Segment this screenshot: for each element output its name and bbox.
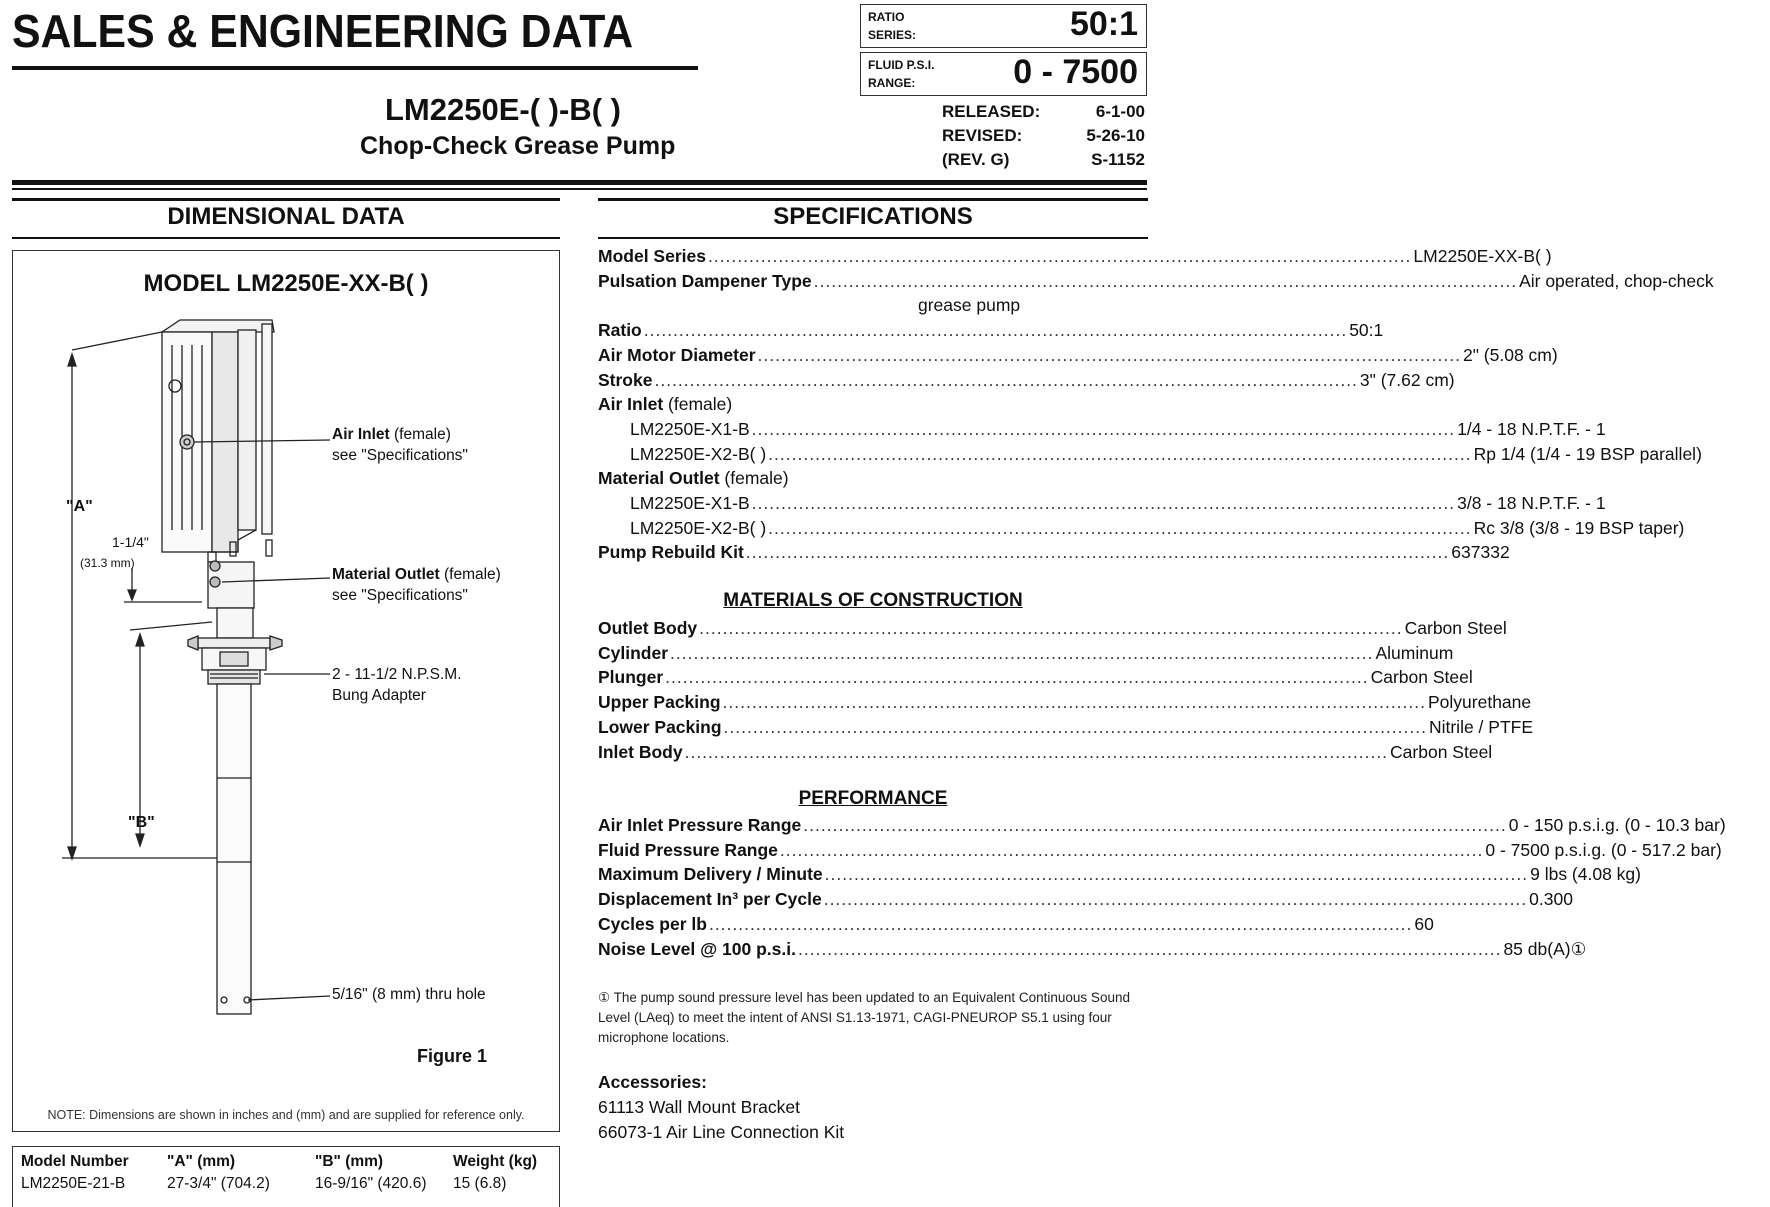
spec-value: Carbon Steel <box>1390 741 1493 762</box>
spec-row <box>598 690 1532 715</box>
leader-dots: ........................................................................................................................ <box>813 270 1518 291</box>
spec-row <box>598 616 1507 641</box>
specifications-heading: SPECIFICATIONS <box>773 203 973 230</box>
leader-dots: ........................................................................................................................ <box>665 667 1369 688</box>
thru-hole-callout: 5/16" (8 mm) thru hole <box>332 986 486 1003</box>
spec-label: LM2250E-X1-B <box>630 418 750 439</box>
leader-dots: ........................................................................................................................ <box>798 938 1502 959</box>
leader-dots: ........................................................................................................................ <box>723 716 1427 737</box>
dim-a-ext-top <box>72 332 162 350</box>
spec-value: grease pump <box>918 295 1021 316</box>
spec-row <box>598 516 1685 541</box>
dim-heading-rule-bottom <box>12 237 560 239</box>
spec-row <box>598 491 1606 516</box>
spec-row <box>598 912 1434 937</box>
accessories <box>598 1070 844 1145</box>
spec-value: 2" (5.08 cm) <box>1462 344 1558 365</box>
released-value: 6-1-00 <box>1095 102 1145 121</box>
fluid-psi-box <box>860 52 1147 96</box>
spec-label: Plunger <box>598 667 664 688</box>
dim-small-label: 1-1/4" <box>112 534 149 550</box>
dim-a-label: "A" <box>66 498 93 515</box>
spec-label: Fluid Pressure Range <box>598 839 778 860</box>
spec-label: Pump Rebuild Kit <box>598 542 744 563</box>
materials-list <box>598 616 1534 764</box>
spec-row <box>598 540 1510 565</box>
ratio-series-box <box>860 4 1147 48</box>
materials-heading: MATERIALS OF CONSTRUCTION <box>723 590 1023 611</box>
dim-heading-rule-top <box>12 198 560 201</box>
spec-label: Stroke <box>598 369 653 390</box>
spec-label: LM2250E-X1-B <box>630 493 750 514</box>
spec-value: 9 lbs (4.08 kg) <box>1530 864 1641 885</box>
dim-b-label: "B" <box>128 814 155 831</box>
table-cell: 16-9/16" (420.6) <box>315 1175 427 1192</box>
spec-label: Air Motor Diameter <box>598 344 756 365</box>
spec-heading-rule-top <box>598 198 1148 201</box>
spec-value: 3/8 - 18 N.P.T.F. - 1 <box>1457 493 1606 514</box>
spec-row <box>598 937 1587 962</box>
spec-label: Ratio <box>598 320 642 341</box>
spec-value: 60 <box>1414 913 1434 934</box>
spec-row <box>598 665 1473 690</box>
performance-list <box>598 813 1726 961</box>
leader-dots: ........................................................................................................................ <box>654 369 1358 390</box>
leader-dots: ........................................................................................................................ <box>824 864 1529 885</box>
leader-dots: ........................................................................................................................ <box>751 418 1456 439</box>
spec-label: Maximum Delivery / Minute <box>598 864 823 885</box>
pump-drawing <box>12 250 560 1110</box>
spec-row <box>598 740 1493 765</box>
revised-value: 5-26-10 <box>1086 126 1145 145</box>
spec-row <box>598 466 1148 491</box>
spec-value: 50:1 <box>1349 320 1384 341</box>
rev-value: S-1152 <box>1091 150 1145 169</box>
ratio-value: 50:1 <box>1069 5 1138 43</box>
spec-value: Carbon Steel <box>1370 667 1473 688</box>
spec-row <box>598 715 1534 740</box>
spec-row <box>598 813 1726 838</box>
released-label: RELEASED: <box>942 102 1041 121</box>
spec-value: Rc 3/8 (3/8 - 19 BSP taper) <box>1473 517 1685 538</box>
spec-value: Nitrile / PTFE <box>1428 716 1534 737</box>
spec-label: Displacement In³ per Cycle <box>598 889 822 910</box>
spec-row <box>598 417 1606 442</box>
leader-dots: ........................................................................................................................ <box>707 246 1412 266</box>
spec-label: Air Inlet Pressure Range <box>598 815 802 835</box>
table-cell: LM2250E-21-B <box>21 1175 126 1192</box>
spec-label: Noise Level @ 100 p.s.i. <box>598 938 796 959</box>
rev-label: (REV. G) <box>942 150 1010 169</box>
table-cell: 15 (6.8) <box>453 1175 507 1192</box>
air-inlet-callout: Air Inlet (female) see "Specifications" <box>332 426 468 464</box>
leader-dots: ........................................................................................................................ <box>823 889 1528 910</box>
spec-value: Polyurethane <box>1428 692 1532 713</box>
spec-row <box>598 293 1148 318</box>
leader-dots: ........................................................................................................................ <box>751 493 1456 514</box>
spec-value: 3" (7.62 cm) <box>1359 369 1455 390</box>
spec-row <box>598 343 1558 368</box>
spec-label: Air Inlet (female) <box>598 394 733 415</box>
spec-value: 85 db(A)① <box>1503 938 1587 959</box>
leader-dots: ........................................................................................................................ <box>670 642 1374 663</box>
table-header-model: Model Number <box>21 1153 129 1170</box>
dimension-note: NOTE: Dimensions are shown in inches and (mm) and are supplied for reference only. <box>47 1108 525 1122</box>
spec-row <box>598 838 1722 863</box>
figure-label: Figure 1 <box>417 1046 488 1066</box>
spec-value: LM2250E-XX-B( ) <box>1413 246 1552 266</box>
dim-small-mm: (31.3 mm) <box>80 556 135 570</box>
spec-row <box>598 862 1641 887</box>
spec-row <box>598 269 1714 294</box>
model-number-title: LM2250E-( )-B( ) <box>385 92 621 127</box>
spec-value: Air operated, chop-check <box>1519 270 1714 291</box>
leader-dots: ........................................................................................................................ <box>684 741 1389 762</box>
spec-label: Lower Packing <box>598 716 722 737</box>
spec-row <box>598 442 1702 467</box>
spec-label: Cylinder <box>598 642 669 663</box>
leader-dots: ........................................................................................................................ <box>768 517 1472 538</box>
leader-dots: ........................................................................................................................ <box>757 344 1461 365</box>
figure-title: MODEL LM2250E-XX-B( ) <box>143 270 429 297</box>
leader-dots: ........................................................................................................................ <box>745 542 1450 563</box>
leader-dots: ........................................................................................................................ <box>699 618 1403 638</box>
table-cell: 27-3/4" (704.2) <box>167 1175 270 1192</box>
header-divider-thin <box>12 188 1147 190</box>
table-header-b: "B" (mm) <box>315 1153 384 1170</box>
spec-value: 0.300 <box>1529 889 1573 910</box>
model-table <box>12 1146 560 1207</box>
leader-hole <box>248 996 330 1000</box>
spec-label: Inlet Body <box>598 741 683 762</box>
spec-label: Cycles per lb <box>598 913 707 934</box>
product-subtitle: Chop-Check Grease Pump <box>360 132 676 160</box>
accessory-item: 61113 Wall Mount Bracket <box>598 1097 800 1117</box>
spec-label: LM2250E-X2-B( ) <box>630 443 767 464</box>
performance-heading: PERFORMANCE <box>798 788 948 809</box>
spec-value: 1/4 - 18 N.P.T.F. - 1 <box>1457 418 1606 439</box>
spec-label: LM2250E-X2-B( ) <box>630 517 767 538</box>
header-divider <box>12 180 1147 185</box>
leader-dots: ........................................................................................................................ <box>708 913 1413 934</box>
page-title: SALES & ENGINEERING DATA <box>12 5 634 57</box>
spec-label: Pulsation Dampener Type <box>598 270 812 291</box>
revised-label: REVISED: <box>942 126 1023 145</box>
table-header-weight: Weight (kg) <box>453 1153 538 1170</box>
release-info <box>942 100 1145 172</box>
spec-value: Aluminum <box>1375 642 1454 663</box>
leader-dots: ........................................................................................................................ <box>643 320 1348 341</box>
ratio-label: RATIO SERIES: <box>868 10 917 42</box>
spec-row <box>598 368 1455 393</box>
spec-row <box>598 392 1148 417</box>
spec-label: Upper Packing <box>598 692 721 713</box>
leader-dots <box>600 293 916 318</box>
bung-adapter-callout: 2 - 11-1/2 N.P.S.M. Bung Adapter <box>332 666 462 704</box>
accessory-item: 66073-1 Air Line Connection Kit <box>598 1122 845 1142</box>
specifications-list <box>598 244 1714 565</box>
spec-value: 0 - 150 p.s.i.g. (0 - 10.3 bar) <box>1508 815 1726 835</box>
spec-row <box>598 244 1552 269</box>
dimensional-heading: DIMENSIONAL DATA <box>167 203 405 230</box>
spec-row <box>598 887 1573 912</box>
spec-row <box>598 318 1384 343</box>
sound-footnote: ① The pump sound pressure level has been updated to an Equivalent Continuous Sound Level (LAeq) to meet the intent of ANSI S1.13-1971, CAGI-PNEUROP S5.1 using four microphone locations. <box>598 990 1130 1045</box>
spec-label: Outlet Body <box>598 618 698 638</box>
leader-dots: ........................................................................................................................ <box>722 692 1426 713</box>
spec-value: Rp 1/4 (1/4 - 19 BSP parallel) <box>1473 443 1702 464</box>
spec-value: 637332 <box>1451 542 1510 563</box>
accessories-heading: Accessories: <box>598 1072 707 1092</box>
table-header-a: "A" (mm) <box>167 1153 236 1170</box>
spec-label: Material Outlet (female) <box>598 468 789 489</box>
spec-heading-rule-bottom <box>598 237 1148 239</box>
spec-row <box>598 641 1454 666</box>
leader-dots: ........................................................................................................................ <box>803 815 1507 835</box>
spec-label: Model Series <box>598 246 706 266</box>
material-outlet-callout: Material Outlet (female) see "Specifications" <box>332 566 501 604</box>
leader-dots: ........................................................................................................................ <box>779 839 1484 860</box>
spec-value: Carbon Steel <box>1404 618 1507 638</box>
spec-value: 0 - 7500 p.s.i.g. (0 - 517.2 bar) <box>1485 839 1722 860</box>
psi-value: 0 - 7500 <box>1013 53 1138 91</box>
psi-label: FLUID P.S.I. RANGE: <box>868 58 935 90</box>
leader-dots: ........................................................................................................................ <box>768 443 1472 464</box>
title-rule <box>12 66 698 70</box>
